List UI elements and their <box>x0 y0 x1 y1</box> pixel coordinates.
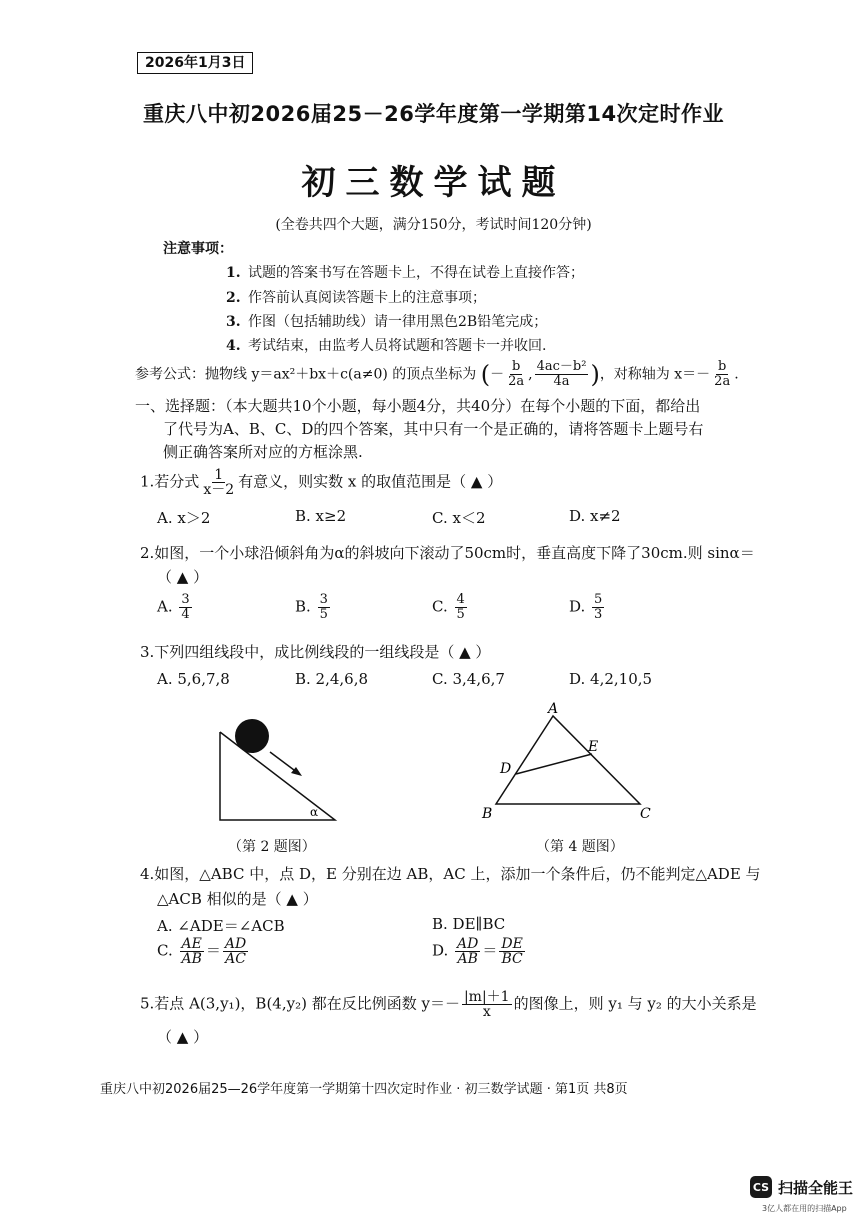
option-b: B. DE∥BC <box>432 915 506 933</box>
date-label: 2026年1月3日 <box>137 52 253 74</box>
brand-name: 扫描全能王 <box>778 1178 854 1197</box>
option-d: D. $\frac{AD}{AB}$ ＝ $\frac{DE}{BC}$ <box>432 936 523 967</box>
exam-title: 重庆八中初2026届25－26学年度第一学期第14次定时作业 <box>142 102 725 126</box>
option-c: C. 3,4,6,7 <box>432 670 505 688</box>
ball-icon <box>235 719 269 753</box>
option-b: B. 2,4,6,8 <box>295 670 369 688</box>
option-a: A. ∠ADE＝∠ACB <box>157 917 285 935</box>
point-e-label: E <box>588 739 599 755</box>
vertex-c-label: C <box>640 806 651 822</box>
option-c: C. $\frac{AE}{AB}$ ＝ $\frac{AD}{AC}$ <box>157 936 247 967</box>
answer-placeholder: （ ▲ ） <box>157 1028 209 1046</box>
figure-2-caption: （第 2 题图） <box>228 839 316 855</box>
figure-4-caption: （第 4 题图） <box>536 839 624 855</box>
point-d-label: D <box>500 761 512 777</box>
option-a: A. x＞2 <box>157 509 211 527</box>
section-heading: 一、选择题：（本大题共10个小题，每小题4分，共40分）在每个小题的下面，都给出 了代号为A、B、C、D的四个答案，其中只有一个是正确的，请将答题卡上题号右 侧正确答案所对应的方框涂黑. <box>135 397 704 461</box>
option-d: D. $\frac{5}{3}$ <box>569 592 603 622</box>
page-footer: 重庆八中初2026届25—26学年度第一学期第十四次定时作业 · 初三数学试题 · 第1页 共8页 <box>100 1082 628 1097</box>
question-1: 1.若分式 $\frac{1}{x-2}$ 有意义，则实数 x 的取值范围是（ ▲ ） <box>140 467 503 498</box>
subject-title: 初三数学试题 <box>301 163 566 203</box>
note-item: 1. 试题的答案书写在答题卡上，不得在试卷上直接作答； <box>226 265 584 281</box>
exam-info: (全卷共四个大题，满分150分，考试时间120分钟) <box>275 217 592 233</box>
answer-placeholder: （ ▲ ） <box>157 568 209 586</box>
figure-4-triangle <box>478 698 658 826</box>
reference-formula: 参考公式：抛物线 y＝ax²＋bx＋c(a≠0) 的顶点坐标为 (－ $\frac{b}{2a}$ , $\frac{\text{4ac－b²}}{4a}$ )，对称轴为 x＝－ $\frac{b}{2a}$ . <box>135 359 739 389</box>
option-c: C. $\frac{4}{5}$ <box>432 592 465 622</box>
brand-tagline: 3亿人都在用的扫描App <box>762 1204 847 1213</box>
option-b: B. $\frac{3}{5}$ <box>295 592 328 622</box>
option-a: A. 5,6,7,8 <box>157 670 230 688</box>
question-5: 5.若点 A(3,y₁)，B(4,y₂) 都在反比例函数 y＝－ $\frac{|m|+1}{x}$ 的图像上，则 y₁ 与 y₂ 的大小关系是 <box>140 989 757 1020</box>
note-item: 3. 作图（包括辅助线）请一律用黑色2B铅笔完成； <box>226 314 548 330</box>
angle-label: α <box>310 805 319 819</box>
note-item: 2. 作答前认真阅读答题卡上的注意事项； <box>226 290 486 306</box>
note-item: 4. 考试结束，由监考人员将试题和答题卡一并收回. <box>226 338 547 354</box>
notes-heading: 注意事项： <box>163 241 233 257</box>
scanner-watermark <box>750 1176 853 1198</box>
option-a: A. $\frac{3}{4}$ <box>157 592 190 622</box>
question-3: 3.下列四组线段中，成比例线段的一组线段是（ ▲ ） <box>140 643 491 661</box>
question-4-cont: △ACB 相似的是（ ▲ ） <box>157 890 318 908</box>
option-d: D. 4,2,10,5 <box>569 670 653 688</box>
figure-2-slope <box>200 710 350 826</box>
camscanner-logo-icon: CS <box>750 1176 772 1198</box>
option-b: B. x≥2 <box>295 507 347 525</box>
vertex-a-label: A <box>548 701 559 717</box>
option-c: C. x＜2 <box>432 509 486 527</box>
vertex-b-label: B <box>482 806 493 822</box>
question-4: 4.如图，△ABC 中，点 D，E 分别在边 AB，AC 上，添加一个条件后，仍不能判定△ADE 与 <box>140 865 761 883</box>
question-2: 2.如图，一个小球沿倾斜角为α的斜坡向下滚动了50cm时，垂直高度下降了30cm.则 sinα＝ <box>140 544 755 562</box>
option-d: D. x≠2 <box>569 507 621 525</box>
